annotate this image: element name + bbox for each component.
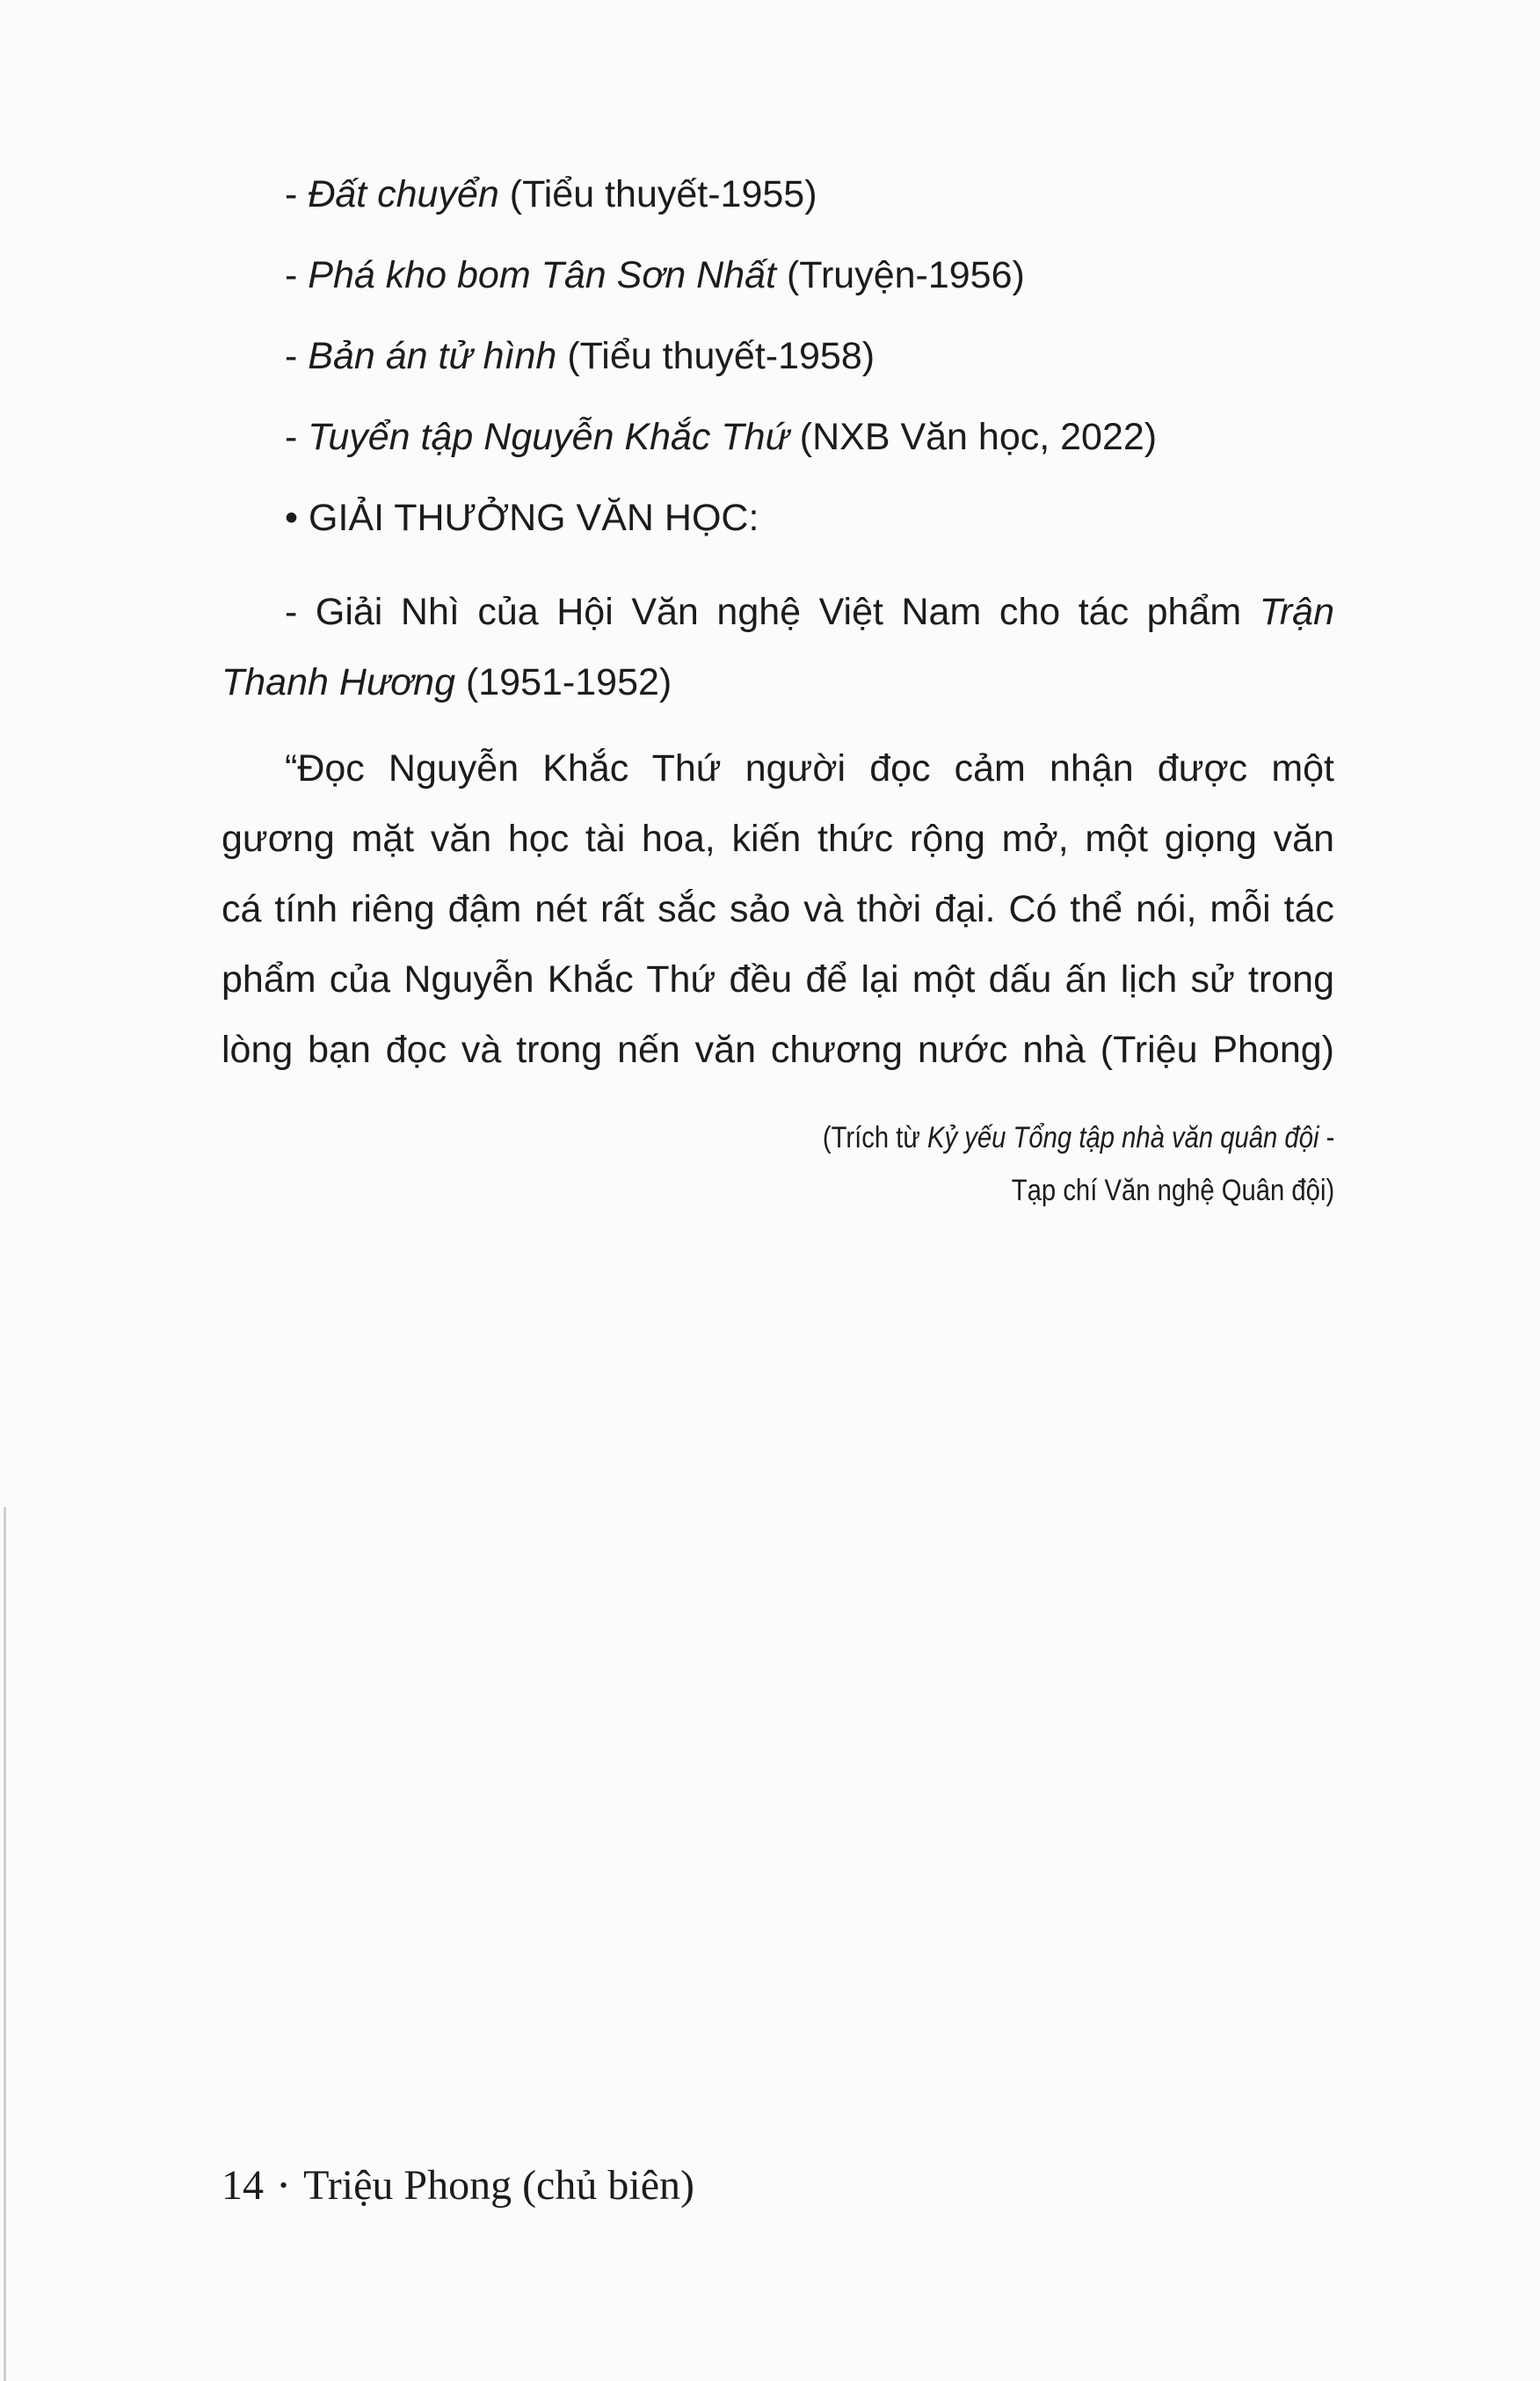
footer-author: Triệu Phong (chủ biên) bbox=[303, 2162, 694, 2209]
page-number: 14 bbox=[222, 2162, 264, 2209]
quote-line: gương mặt văn học tài hoa, kiến thức rộng mở, một giọng văn bbox=[222, 818, 1334, 860]
work-note: (Truyện-1956) bbox=[786, 254, 1025, 296]
page-body bbox=[222, 172, 1334, 1217]
quote-line: lòng bạn đọc và trong nến văn chương nước nhà (Triệu Phong) bbox=[222, 1029, 1334, 1071]
work-item: - Bản án tử hình (Tiểu thuyết-1958) bbox=[285, 335, 875, 377]
award-work-title: Trận Thanh Hương bbox=[222, 591, 1334, 703]
quote-line: phẩm của Nguyễn Khắc Thứ đều để lại một dấu ấn lịch sử trong bbox=[222, 958, 1334, 1001]
work-note: (Tiểu thuyết-1958) bbox=[567, 335, 875, 377]
award-item: - Giải Nhì của Hội Văn nghệ Việt Nam cho tác phẩm Trận Thanh Hương (1951-1952) bbox=[222, 591, 1334, 703]
footer-separator: • bbox=[280, 2172, 288, 2198]
quote-line: cá tính riêng đậm nét rất sắc sảo và thời đại. Có thể nói, mỗi tác bbox=[222, 888, 1334, 930]
works-list bbox=[222, 172, 1334, 459]
citation-source: Kỷ yếu Tổng tập nhà văn quân đội bbox=[926, 1121, 1319, 1154]
page-footer bbox=[222, 2161, 694, 2210]
work-title: Phá kho bom Tân Sơn Nhất bbox=[308, 254, 777, 296]
citation-line-2: Tạp chí Văn nghệ Quân đội) bbox=[1011, 1174, 1334, 1207]
work-title: Tuyển tập Nguyễn Khắc Thứ bbox=[308, 416, 789, 458]
quote-line: “Đọc Nguyễn Khắc Thứ người đọc cảm nhận được một bbox=[285, 747, 1334, 790]
work-item: - Tuyển tập Nguyễn Khắc Thứ (NXB Văn học, 2022) bbox=[285, 416, 1158, 458]
citation-line-1: (Trích từ Kỷ yếu Tổng tập nhà văn quân đội - bbox=[822, 1121, 1334, 1154]
work-title: Đất chuyển bbox=[308, 173, 499, 215]
citation bbox=[222, 1111, 1334, 1217]
work-item: - Phá kho bom Tân Sơn Nhất (Truyện-1956) bbox=[285, 254, 1025, 296]
work-title: Bản án tử hình bbox=[308, 335, 557, 377]
work-note: (NXB Văn học, 2022) bbox=[799, 416, 1158, 458]
quote-paragraph bbox=[222, 733, 1334, 1085]
work-note: (Tiểu thuyết-1955) bbox=[509, 173, 817, 215]
work-item: - Đất chuyển (Tiểu thuyết-1955) bbox=[285, 173, 817, 215]
awards-heading: • GIẢI THƯỞNG VĂN HỌC: bbox=[285, 497, 759, 539]
page-edge-shadow bbox=[4, 1507, 6, 2381]
